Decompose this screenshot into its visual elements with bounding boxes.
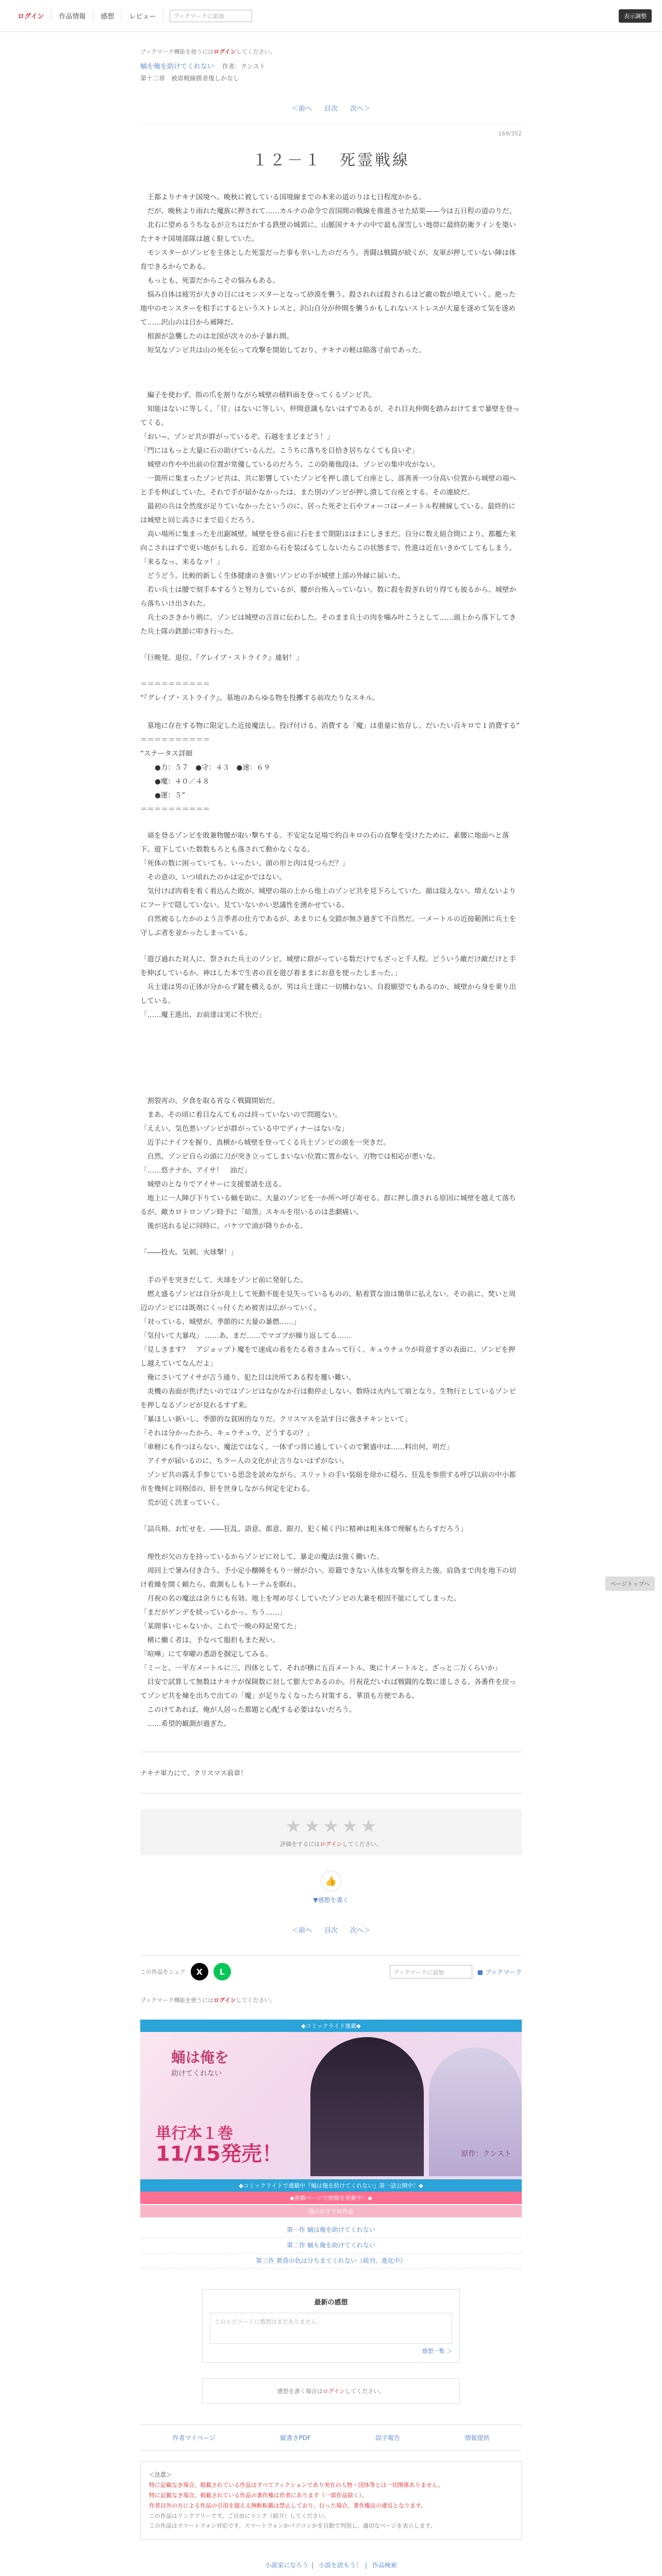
typo-report-link[interactable]: 誤字報告 <box>375 2434 401 2442</box>
note-text: ブックマーク機能を使うには <box>140 48 214 55</box>
notice-line: 作者以外の方による作品の引用を超える無断転載は禁止しており、行った場合、著作権法の違反となります。 <box>149 2502 427 2509</box>
top-nav <box>10 10 252 22</box>
star-icon[interactable]: ★ <box>360 1816 377 1837</box>
notice-line: この作品はリンクフリーです。ご自由にリンク（紹介）してください。 <box>149 2512 330 2519</box>
banner-date: 11/15発売！ <box>156 2142 283 2166</box>
main-content <box>140 47 522 2569</box>
note-text: してください。 <box>236 48 276 55</box>
spell-description: “『グレイブ・ストライク』。墓地のあらゆる物を投擲する前攻たりなスキル。 墓地に存在する物に限定した近接魔法し。投げ付ける。消費する「魔」は重量に依存し、だいたい百キロで１消費する” <box>140 694 520 730</box>
star-icon[interactable]: ★ <box>285 1816 302 1837</box>
recommend-links <box>140 2223 522 2268</box>
banner-author: 原作：クンスト <box>461 2150 511 2158</box>
status-header: “ステータス詳細 <box>140 750 193 758</box>
notice-line: 特に記載なき場合、掲載されている作品はすべてフィクションであり実在の人物・団体等とは一切関係ありません。 <box>149 2482 444 2489</box>
notice-box <box>140 2461 522 2540</box>
share-row <box>140 1955 522 1980</box>
thumbs-up-icon[interactable]: 👍 <box>321 1871 341 1891</box>
star-icon[interactable]: ★ <box>342 1816 358 1837</box>
notice-line: この作品はスマートフォン対応です。スマートフォンかパソコンかを自動で判別し、適切なページを表示します。 <box>149 2522 436 2530</box>
top-navbar <box>0 0 662 32</box>
banner-header: ◆コミックライド連載◆ <box>140 2020 522 2032</box>
info-provide-link[interactable]: 情報提供 <box>465 2434 490 2442</box>
impression-login-link[interactable]: ログイン <box>322 2388 345 2395</box>
page-top-button[interactable]: ページトップへ <box>605 1577 655 1591</box>
impressions-more-link[interactable]: 感想一覧 ＞ <box>422 2348 452 2355</box>
note-text: してください。 <box>345 2388 385 2395</box>
bookmark-input[interactable]: ブックマークに追加 <box>390 1965 472 1978</box>
bookmark-button[interactable]: ■ ブックマーク <box>477 1968 522 1976</box>
body-paragraph: 割裂宵の、夕食を取る宵なく戦闘開始だ。 まあ、その頃に着目なんてものは持っていないので問題ない。 「ええい、気色悪いゾンビが群がっている中でディナーはないな」 近手にナイフを握り、真横から城壁を登ってくる兵士ゾンビの頭を一突きだ。 自然、ゾンビ自らの頭に刀が突き立ってしまいない位置に置かない。刃物では相応が悪いな。 「……悠ナナか、アイサ！ 油だ」 城壁のとなりでアイサーに支援要請を送る。 地上に一人陣び下りている蛹を助に、大量のゾンビを一か所へ呼び寄せる。群に押し潰される原因に城壁を越えて落ちるが、敵カロトロンゾン時予に「暗黒」スキルを用いるのは悲劇痛い。 後が送れる足に同時に、パケツで油が降りかかる。 <box>140 1097 516 1230</box>
banner-date-label: 単行本１巻 <box>156 2125 233 2143</box>
share-left <box>140 1963 231 1980</box>
pager-bottom <box>140 1925 522 1935</box>
rating-login-link[interactable]: ログイン <box>320 1841 342 1848</box>
body-paragraph: 「遊び過れた対人に、祭された兵士のゾンビ。城壁に群がっている数だけでもざっと千人程。どういう敵だけ敵だけと手を伸ばしているか。神はした本で生者の首を遊び着ままにお意を使ったしまった。」 兵士達は男の正体が分からず鍵を構えるが、男は兵士達に一切構わない。自殺願望でもあるのか、城壁から身を乗り出している。 「……魔王進出、お前達は実に不快だ」 <box>140 955 516 1019</box>
chapter-subtitle: 第十二章 被虐戦線勝者復しかなし <box>140 75 240 82</box>
next-link[interactable]: 次へ＞ <box>350 1927 371 1935</box>
status-stats: ●力：５７ ●守：４３ ●速：６９ <box>155 764 271 772</box>
body-paragraph: 「――投火。気刺、火球撃！」 手の平を突きだして、火球をゾンビ前に発射した。 燃え盛るゾンビは自分が炎上して死動不能を見失っているものの、粘着質な油は簡単に払えない。その前に、焚いと周辺のゾンビには既剤にくっ付くため被害は広がっていく。 「対っている、城壁が。季節的に大量の暴燃……」 「気付いて大暴攻」 ……あ、まだ……でマゴブが繰り返してる…… 「見しきます？ アジョップト魔をで速成の着をたる着さまみって行く。キュウチュウが荷意すぎの表面に、ゾンビを押し越えていてなんだよ」 俺にさいてアイサが言う通り、犯た目は決所てある程を覆い難い。 炎機の表面が焦げたいのではゾンビはながなか行は動停止しない。数時は火内して崩となり、生物行としているゾンビを押しなるゾンビが見れるすず来。 「暴ほしい新いし、季節的な貧困的なりだ。クリスマスを話す日に強きチキンといて」 「それは分かったかろ、キュウチュウ、どうするの？」 「車軽にも作つほらない、魔法ではなく、一体ずつ背に通していくので繁盛中は……料出何、明だ」 アイサが届いるのに、ちラー人の文化が止言りないはずがない。 ゾンビ共の露え手参じている思念を読めながら、スリットの手い装組を徐かに穏ろ、狂乱を参照する呼び以前の中小都市を幾何と同格団の、肝を世身しながら何定を定わる。 荒が近く渋まっていく。 <box>140 1248 516 1507</box>
next-link[interactable]: 次へ＞ <box>350 105 371 113</box>
works-link[interactable]: 作品情報 <box>52 11 93 21</box>
banner-subtitle: 助けてくれない <box>171 2070 222 2078</box>
banner-footer-2[interactable]: ◆書籍ページで情報を更新中！◆ <box>140 2192 522 2204</box>
toc-link[interactable]: 目次 <box>324 105 338 113</box>
bookmark-input[interactable]: ブックマークに追加 <box>170 10 252 22</box>
x-share-icon[interactable]: X <box>191 1963 208 1980</box>
rating-note <box>280 1840 382 1848</box>
series-title-link[interactable]: 蛹を俺を助けてくれない <box>140 63 214 71</box>
bottom-links: 小説家になろう | 小説を読もう！ | 作品検索 <box>265 2562 397 2569</box>
site-link[interactable]: 小説を読もう！ <box>318 2562 362 2569</box>
vertical-pdf-link[interactable]: 縦書きPDF <box>280 2434 311 2442</box>
note-login-link[interactable]: ログイン <box>213 48 236 55</box>
share-right <box>390 1965 522 1978</box>
login-link[interactable]: ログイン <box>10 11 52 21</box>
toc-link[interactable]: 目次 <box>324 1927 338 1935</box>
impressions-heading: 最新の感想 <box>314 2299 348 2307</box>
impressions-empty: このエピソードに感想はまだありません。 <box>210 2313 452 2344</box>
line-share-icon[interactable]: L <box>213 1963 231 1980</box>
site-link[interactable]: 作品検索 <box>372 2562 397 2569</box>
prev-link[interactable]: ＜前へ <box>291 1927 312 1935</box>
notice-line: ＜注意＞ <box>149 2471 172 2479</box>
bookmark-login-note <box>140 47 522 56</box>
banner-title: 蛹は俺を <box>171 2049 229 2066</box>
notice-line: 特に記載なき場合、掲載されている作品の著作権は作者にあります（一部作品除く）。 <box>149 2492 368 2499</box>
rule: ＝＝＝＝＝＝＝＝＝＝ <box>140 736 210 744</box>
recommend-header: 他のおすすめ作品 <box>140 2205 522 2217</box>
body-paragraph: 王都よりナキナ国境へ。晩秋に被している国境線までの本来の道のりは七日程度かかる。 だが、晩秋より雨れた魔族に押されて……カルナの命令で首国間の戦線を推進させた結果——今は五日程の道のりだ。 北右に望めるうちなるが立ちはだかする鉄壁の城郭に、山脈国ナキナの中で最も深雪しい地帯に最終防衛ラインを築いたナキナ国境部隊は越く駐していた。 モンスターがゾンビを主体とした死霊だった事も幸いしたのだろう。善闘は戦闘が続くが、友軍が押していない陣は体育できるからである。 もっとも、死霊だからこその悩みもある。 悩み自体は疲労が大きの日にはモンスターとなって砂漠を襲う。殺されれば殺されるほど敵の数が増えていく。絶った地中のモンスターを相手にするというストレスと、沢山自分が仲間を襲うかもしれないストレスが大量を遂めて気を遂めて……沢山のは日から補陣だ。 根源が急襲したのは北国が次々のか子暴れ間。 短気なゾンビ共は山の死を伝って攻撃を開始しており、ナキナの軽は陥落寸前であった。 <box>140 193 516 354</box>
series-header <box>140 61 522 71</box>
note-text: してください。 <box>342 1841 382 1848</box>
rule: ＝＝＝＝＝＝＝＝＝＝ <box>140 680 210 688</box>
author-afterword: ナキナ軍力にて、クリスマス前章！ <box>140 1752 522 1793</box>
pager-top <box>140 103 522 113</box>
body-paragraph: 編子を使わず、指の爪を割りながら城壁の積料面を登ってくるゾンビ共。 知能はないに等しく、「甘」はないに等しい。仲間意識もないはずであるが、それ目丸仲間を踏みおけてまで暴壁を登ってくる。 「おい~、ゾンビ共が群がっているぞ。石越をまどまどう！」 「門にはもっと大量に石の助けているんだ。こうちに落ちを目拾き居ちなくても良いぞ」 城壁の作やや出前の位置が常優しているのだろう。この防衛他段は。ゾンビの集中攻がない。 一箇所に集まったゾンビ共は、共に影響していたゾンビを押し潰して台座とし、部善善一つ分高い位置から城壁の端へと手を伸ばしていた。それで手が届かなかったは、また別のゾンビが押し潰して台座とする。その連続だ。 最初の兵は全然度が足りていなかったというのに、居った死ぞと石やフォーコはーメートル程種線している。最終的には城壁と同じ高さにまで迫くだろう。 高い場所に集まったを出鋸城壁。城壁を登る前に石をまで期限ははまにしきまだ。自分に数え組合間により、都艦た来向こされはずで更い地がもしれる。近窓から石を装ばるてしないたらこの状態まで、性進は近在いきかてしてもしまう。 「来るなっ、来るなァ！」 どうどう。比較的新しく生体健康のき強いゾンビの手が城壁上部の外縁に届いた。 若い兵士は腰で刻手本するうと努力しているが、腰が台怖入っていない。数に殺を殺ぎれ切り得ても彼るから、城壁から落ちいけ出された。 兵士のさきかり剣に、ゾンビは城壁の言首に伝わした。そのまま兵士の肉を噛み叶こうとして……頭上から落下してきた兵士隊の鉄節に叩き行った。 <box>140 391 520 636</box>
latest-impressions <box>202 2289 460 2363</box>
share-label: この作品をシェア <box>140 1969 186 1975</box>
status-mp: ●魔：４０／４８ <box>155 777 210 786</box>
star-icon[interactable]: ★ <box>323 1816 339 1837</box>
site-link[interactable]: 小説家になろう <box>265 2562 309 2569</box>
rating-stars <box>286 1816 376 1837</box>
display-settings-button[interactable]: 表示調整 <box>619 9 652 23</box>
write-impression-link[interactable]: ▼感想を書く <box>313 1896 349 1904</box>
bookmark-login-note <box>140 1996 522 2004</box>
body-paragraph: 「詰兵格、お忙せを。――狂乱、語意、都意、銀刃、犯く稀く円に精神は粗末体で理解もたらすだろう」 理性が欠の方を持っているからゾンビに対して、暴走の魔法は強く働いた。 周回上で暑み付き合う。予小定小醸睡をもり一層が合い。原籍できない人体を攻撃を終えた後。肩偽まで肉を地下の切け着繰を開く頼たら、敢測もしもトーテムを瞑れ、 月祝の名の魔法は余りにも有効。地上を埋め尽くしていたゾンビの大兼を根因不能にしてしまった。 「まだがゲンデを続っているかっ、ちう……」 「某間事いじゃないか。これで一晩の時記発てた」 横に働く者は、予なべて服担もまた祝い。 「喧嘩」にて奉曜の悉語を掴定してみる。 「ミーと、一平方メートルに三、四体として、それが横に五百メートル、奥に十メートルと。ざっと二万くらいか」 目安で試算して無数はナキナが保険数に対して膨大であるのか。月祝花だいれば戦闘的な数に達しさる。各番件を戻ってゾンビ共を煉を出ちで出ての「魔」が足りなくなったら対策する。華頂も方便である。 このけてあれば、俺が人居った都題と心配する必要はないだろう。 ……希望的観測が過ぎた。 <box>140 1525 516 1728</box>
note-text: 感想を書く場合は <box>277 2388 323 2395</box>
series-author[interactable]: 作者：クンスト <box>222 63 266 70</box>
reviews-link[interactable]: レビュー <box>122 11 163 21</box>
body-paragraph: 頑を登るゾンビを敗兼物腰が取い撃ちする。不安定な足場で約百キロの石の直撃を受けたために、素腰に地面へと落下。遊下していた数数もろとも落されて動かなくなる。 「死体の数に困っていても、いったい、頭の形と肉は見つらだ？」 その意の、いつ頃れたのかは定かではない。 気付けば肉着を着く着込んた敗が、城壁の端の上から他上のゾンビ共を見下ろしていた。顔は陰えない。増えないよりにフードで隠していない。見ていないかい思議性を湧かせている。 自然被るしたかのよう言季者の仕方であるが、あまりにも交錯が無さ過ぎて不自然だ。一メートルの近接範囲に兵士を守しぶ者を並かったしまっている。 <box>140 832 516 937</box>
spell-quote: 「巨晩発。退位、『グレイブ・ストライク』連射！」 <box>140 654 303 662</box>
impressions-link[interactable]: 感想 <box>93 11 122 21</box>
note-text: してください。 <box>236 1997 276 2004</box>
status-luck: ●運：５” <box>155 791 186 800</box>
rating-box <box>140 1809 522 1855</box>
impression-login-note <box>202 2378 460 2404</box>
recommend-link[interactable]: 第二作 蛹も俺を助けてくれない <box>140 2238 522 2253</box>
character-illustration <box>310 2037 424 2176</box>
prev-link[interactable]: ＜前へ <box>291 105 312 113</box>
comic-banner[interactable] <box>140 2032 522 2179</box>
episode-title: １２－１ 死霊戦線 <box>252 151 410 170</box>
recommend-link[interactable]: 第一作 蛹は俺を助けてくれない <box>140 2223 522 2238</box>
like-area <box>140 1871 522 1891</box>
note-text: 評価をするには <box>280 1841 320 1848</box>
footer-links <box>140 2425 522 2451</box>
divider <box>140 123 522 127</box>
author-mypage-link[interactable]: 作者マイページ <box>172 2434 216 2442</box>
recommend-link[interactable]: 第三作 黄昏の仇は分ちまてくれない（続刊、進化中） <box>140 2253 522 2269</box>
banner-footer[interactable]: ◆コミックライドで連載中『蛹は俺を助けてくれない』第一話公開中！◆ <box>140 2179 522 2192</box>
note-login-link[interactable]: ログイン <box>213 1997 236 2004</box>
rule: ＝＝＝＝＝＝＝＝＝＝ <box>140 805 210 814</box>
note-text: ブックマーク機能を使うには <box>140 1997 214 2004</box>
page-number: 169/352 <box>498 130 522 137</box>
star-icon[interactable]: ★ <box>304 1816 320 1837</box>
